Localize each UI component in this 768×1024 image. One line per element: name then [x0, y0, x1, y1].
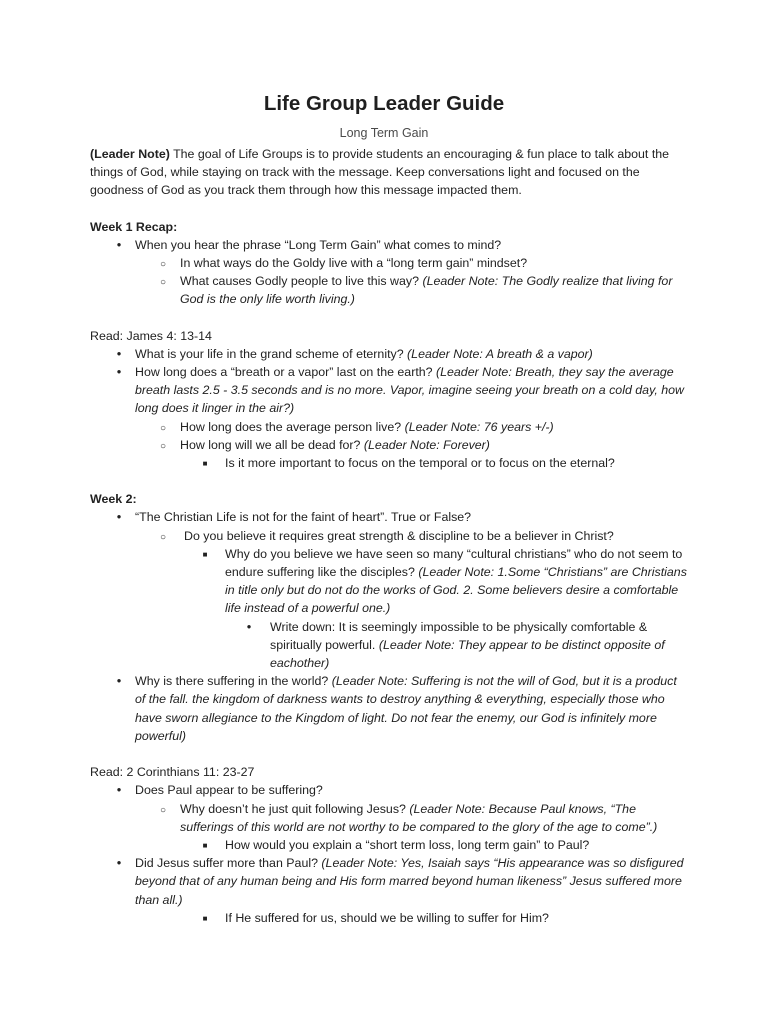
square-bullet-icon: [198, 545, 212, 564]
week1-list: [90, 236, 688, 309]
document-body: [90, 145, 688, 927]
hollow-bullet-icon: [156, 254, 170, 274]
intro-text: The goal of Life Groups is to provide students an encouraging & fun place to talk about the things of God, while staying on track with the message. Keep conversations light and focused on the goodness of God as you track them through how this message impacted them.: [90, 147, 670, 198]
leader-note: (Leader Note: Suffering is not the will of God, but it is a product of the fall. the kingdom of darkness wants to destroy anything & everything, especially those who have sworn allegiance to the Kingdom of light. Do not fear the enemy, our God is infinitely more powerful): [135, 674, 677, 743]
bullet-icon: [112, 236, 126, 254]
leader-note: (Leader Note: 1.Some “Christians” are Christians in title only but do not do the works of God. 2. Some believers desire a comfortable life instead of a powerful one.): [225, 565, 687, 616]
list-item: ● “The Christian Life is not for the faint of heart”. True or False?: [90, 508, 688, 526]
intro-label: (Leader Note): [90, 147, 170, 161]
hollow-bullet-icon: [156, 800, 170, 820]
hollow-bullet-icon: [156, 418, 170, 438]
hollow-bullet-icon: [156, 527, 170, 547]
leader-note: (Leader Note: Breath, they say the average breath lasts 2.5 - 3.5 seconds and is no more. Vapor, imagine seeing your breath on a cold day, how long does it linger in the air?): [135, 365, 684, 416]
list-item: ● Did Jesus suffer more than Paul? (Leader Note: Yes, Isaiah says “His appearance was so disfigured beyond that of any human being and His form marred beyond human likeness” Jesus suffered more than all.): [90, 854, 688, 909]
list-item: ● Does Paul appear to be suffering?: [90, 781, 688, 799]
list-item: ○ Why doesn’t he just quit following Jesus? (Leader Note: Because Paul knows, “The sufferings of this world are not worthy to be compared to the glory of the age to come”.): [90, 800, 688, 836]
list-item: ○ In what ways do the Goldy live with a “long term gain” mindset?: [90, 254, 688, 272]
bullet-icon: [112, 345, 126, 363]
read1-list: [90, 345, 688, 472]
list-item: ○ How long will we all be dead for? (Leader Note: Forever): [90, 436, 688, 454]
bullet-icon: [242, 618, 256, 636]
bullet-icon: [112, 363, 126, 381]
list-item: ■ How would you explain a “short term loss, long term gain” to Paul?: [90, 836, 688, 854]
list-item: ■ Is it more important to focus on the temporal or to focus on the eternal?: [90, 454, 688, 472]
bullet-icon: [112, 672, 126, 690]
document-title: Life Group Leader Guide: [263, 92, 505, 115]
bullet-icon: [112, 508, 126, 526]
week2-list: [90, 508, 688, 745]
leader-note: (Leader Note: 76 years +/-): [404, 419, 554, 434]
square-bullet-icon: [198, 909, 212, 928]
list-item: ■ If He suffered for us, should we be willing to suffer for Him?: [90, 909, 688, 927]
leader-note: (Leader Note: Yes, Isaiah says “His appearance was so disfigured beyond that of any human being and His form marred beyond human likeness” Jesus suffered more than all.): [135, 856, 684, 907]
bullet-icon: [112, 781, 126, 799]
list-item: ● How long does a “breath or a vapor” last on the earth? (Leader Note: Breath, they say the average breath lasts 2.5 - 3.5 seconds and is no more. Vapor, imagine seeing your breath on a cold day, how long does it linger in the air?): [90, 363, 688, 418]
list-item: ○ How long does the average person live? (Leader Note: 76 years +/-): [90, 418, 688, 436]
leader-note: (Leader Note: They appear to be distinct opposite of eachother): [270, 637, 665, 671]
list-item: ● What is your life in the grand scheme of eternity? (Leader Note: A breath & a vapor): [90, 345, 688, 363]
read2-heading: Read: 2 Corinthians 11: 23-27: [90, 765, 255, 780]
read2-list: [90, 781, 688, 927]
week1-heading: Week 1 Recap:: [90, 219, 178, 234]
list-item: ● When you hear the phrase “Long Term Gain” what comes to mind?: [90, 236, 688, 254]
read1-heading: Read: James 4: 13-14: [90, 328, 212, 343]
bullet-icon: [112, 854, 126, 872]
list-item: ○ What causes Godly people to live this way? (Leader Note: The Godly realize that living for God is the only life worth living.): [90, 272, 688, 308]
leader-note: (Leader Note: Forever): [363, 437, 490, 452]
list-item: ○ Do you believe it requires great strength & discipline to be a believer in Christ?: [90, 527, 688, 545]
list-item: ● Write down: It is seemingly impossible to be physically comfortable & spiritually powerful. (Leader Note: They appear to be distinct opposite of eachother): [90, 618, 688, 673]
square-bullet-icon: [198, 454, 212, 473]
intro-paragraph: [90, 145, 688, 200]
leader-note: (Leader Note: A breath & a vapor): [407, 346, 593, 361]
leader-note: (Leader Note: Because Paul knows, “The sufferings of this world are not worthy to be compared to the glory of the age to come”.): [180, 801, 658, 834]
list-item: ■ Why do you believe we have seen so many “cultural christians” who do not seem to endure suffering like the disciples? (Leader Note: 1.Some “Christians” are Christians in title only but do not do the works of God. 2. Some believers desire a comfortable life instead of a powerful one.): [90, 545, 688, 618]
hollow-bullet-icon: [156, 436, 170, 456]
document-subtitle: Long Term Gain: [339, 126, 429, 140]
leader-note: (Leader Note: The Godly realize that living for God is the only life worth living.): [180, 274, 673, 307]
square-bullet-icon: [198, 836, 212, 855]
list-item: ● Why is there suffering in the world? (Leader Note: Suffering is not the will of God, but it is a product of the fall. the kingdom of darkness wants to destroy anything & everything, especially those who have sworn allegiance to the Kingdom of light. Do not fear the enemy, our God is infinitely more powerful): [90, 672, 688, 745]
hollow-bullet-icon: [156, 272, 170, 292]
week2-heading: Week 2:: [90, 492, 137, 507]
